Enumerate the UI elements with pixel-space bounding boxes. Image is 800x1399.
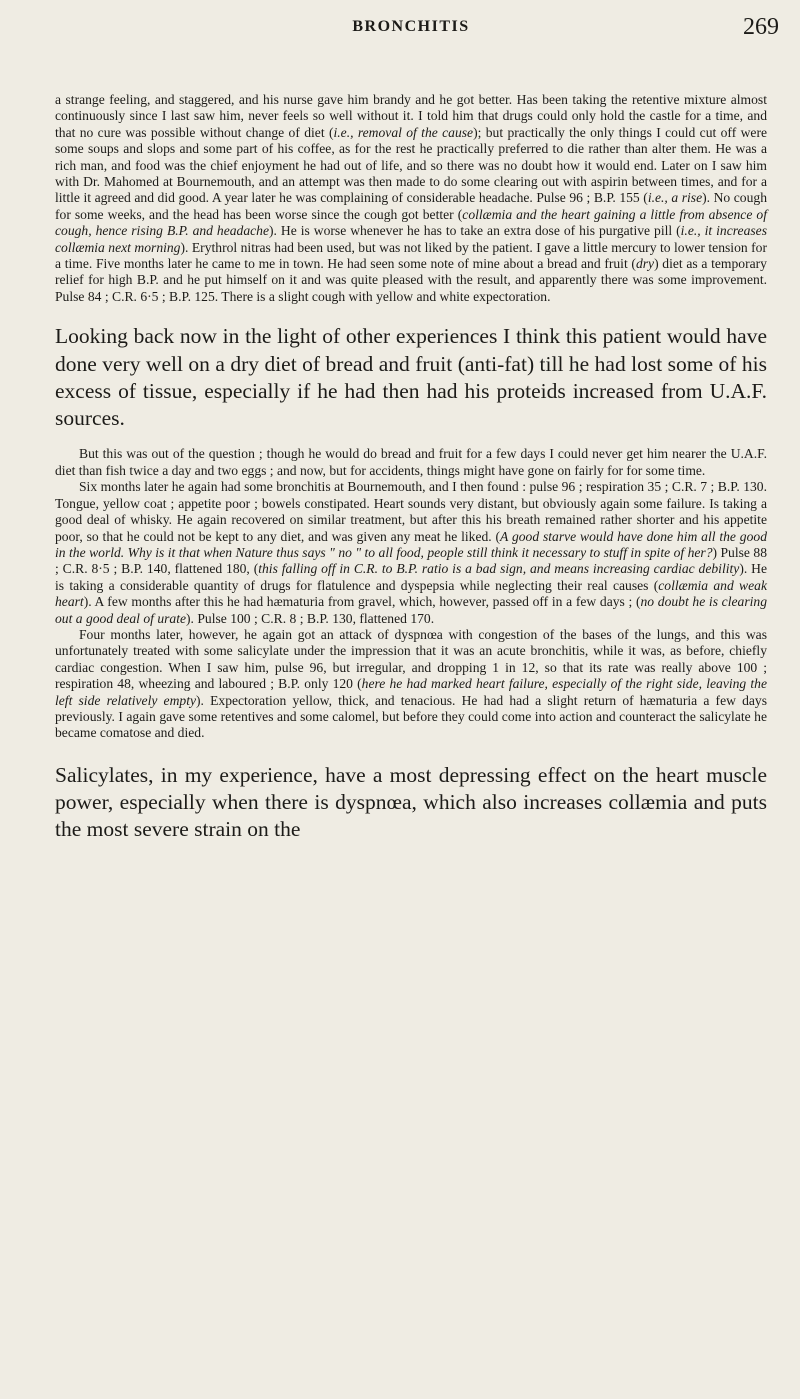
italic-segment: A good starve would have done him all the good in the world. Why is it that when Nature thus says " no " to all food, people still think it necessary to stuff in spite of her? bbox=[55, 528, 767, 560]
book-page bbox=[55, 14, 779, 844]
text-segment: ). Erythrol nitras had been used, but was not liked by the patient. I gave a little mercury to lower tension for a time. Five months later he came to me in town. He had seen some note of mine about a bread and fruit ( bbox=[55, 239, 767, 272]
paragraph-diet-limits bbox=[55, 446, 767, 479]
page-number: 269 bbox=[743, 14, 779, 40]
text-segment: ). A few months after this he had hæmaturia from gravel, which, however, passed off in a few days ; ( bbox=[83, 594, 641, 610]
paragraph-case-history bbox=[55, 92, 767, 305]
italic-segment: no doubt he is clearing out a good deal of urate bbox=[55, 594, 767, 626]
text-segment: Six months later he again had some bronchitis at Bournemouth, and I then found : pulse 96 ; respiration 35 ; C.R. 7 ; B.P. 130. Tongue, yellow coat ; appetite poor ; bowels constipated. Heart sounds very distant, but obviously again some failure. Is taking a good deal of whisky. He again recovered on similar treatment, but after this his breath remained rather shorter and his appetite poor, so that he could not be kept to any diet, and was given any meat he liked. ( bbox=[55, 479, 767, 544]
italic-segment: dry bbox=[635, 256, 655, 272]
text-segment: But this was out of the question ; though he would do bread and fruit for a few days I could never get him nearer the U.A.F. diet than fish twice a day and two eggs ; and now, but for accidents, things might have gone on fairly for for some time. bbox=[55, 446, 767, 478]
text-segment: Salicylates, in my experience, have a most depressing effect on the heart muscle power, especially when there is dyspnœa, which also increases collæmia and puts the most severe strain on the bbox=[55, 762, 767, 842]
text-segment: ). He is taking a considerable quantity of drugs for flatulence and dyspepsia while neglecting their real causes ( bbox=[55, 561, 767, 593]
text-segment: ); but practically the only things I could cut off were some soups and slops and some part of his coffee, as for the rest he practically preferred to die rather than alter them. He was a rich man, and food was the chief enjoyment he had out of life, and so there was no doubt how it would end. Later on I saw him with Dr. Mahomed at Bournemouth, and an attempt was then made to do some clearing out with aspirin between times, and for a little it agreed and did good. A year later he was complaining of considerable headache. Pulse 96 ; B.P. 155 ( bbox=[55, 124, 767, 206]
running-head bbox=[55, 14, 779, 48]
italic-segment: this falling off in C.R. to B.P. ratio is a bad sign, and means increasing cardiac debility bbox=[258, 561, 740, 577]
italic-segment: i.e., a rise bbox=[647, 190, 703, 206]
italic-segment: here he had marked heart failure, especially of the right side, leaving the left side relatively empty bbox=[55, 676, 767, 708]
running-title: BRONCHITIS bbox=[352, 18, 470, 35]
text-segment: Four months later, however, he again got an attack of dyspnœa with congestion of the bases of the lungs, and this was unfortunately treated with some salicylate under the impression that it was an acute bronchitis, while it was, as before, chiefly cardiac congestion. When I saw him, pulse 96, but irregular, and dropping 1 in 12, so that its rate was really above 100 ; respiration 48, wheezing and laboured ; B.P. only 120 ( bbox=[55, 626, 767, 692]
paragraph-six-months-later bbox=[55, 479, 767, 627]
italic-segment: i.e., it increases collæmia next morning bbox=[55, 223, 767, 255]
text-segment: ) Pulse 88 ; C.R. 8·5 ; B.P. 140, flattened 180, ( bbox=[55, 544, 767, 577]
text-segment: ). Pulse 100 ; C.R. 8 ; B.P. 130, flattened 170. bbox=[186, 610, 435, 626]
text-segment: ). No cough for some weeks, and the head has been worse since the cough got better ( bbox=[55, 190, 767, 222]
italic-segment: collæmia and weak heart bbox=[55, 577, 767, 610]
text-segment: a strange feeling, and staggered, and his nurse gave him brandy and he got better. Has been taking the retentive mixture almost continuously since I last saw him, never feels so well without it. I told him that drugs could only hold the castle for a time, and that no cure was possible without change of diet ( bbox=[55, 92, 767, 140]
paragraph-four-months-later bbox=[55, 627, 767, 742]
text-segment: ). He is worse whenever he has to take an extra dose of his purgative pill ( bbox=[269, 223, 681, 239]
italic-segment: i.e., removal of the cause bbox=[333, 124, 474, 140]
paragraph-reflection bbox=[55, 323, 767, 432]
paragraph-salicylates bbox=[55, 762, 767, 844]
italic-segment: collæmia and the heart gaining a little from absence of cough, hence rising B.P. and headache bbox=[55, 206, 767, 239]
text-segment: Looking back now in the light of other experiences I think this patient would have done very well on a dry diet of bread and fruit (anti-fat) till he had lost some of his excess of tissue, especially if he had then had his proteids increased from U.A.F. sources. bbox=[55, 324, 767, 431]
text-segment: ) diet as a temporary relief for high B.P. and he put himself on it and was quite pleased with the result, and apparently there was some improvement. Pulse 84 ; C.R. 6·5 ; B.P. 125. There is a slight cough with yellow and white expectoration. bbox=[55, 256, 767, 304]
text-segment: ). Expectoration yellow, thick, and tenacious. He had had a slight return of hæmaturia a few days previously. I again gave some retentives and some calomel, but before they could come into action and counteract the salicylate he became comatose and died. bbox=[55, 692, 767, 741]
